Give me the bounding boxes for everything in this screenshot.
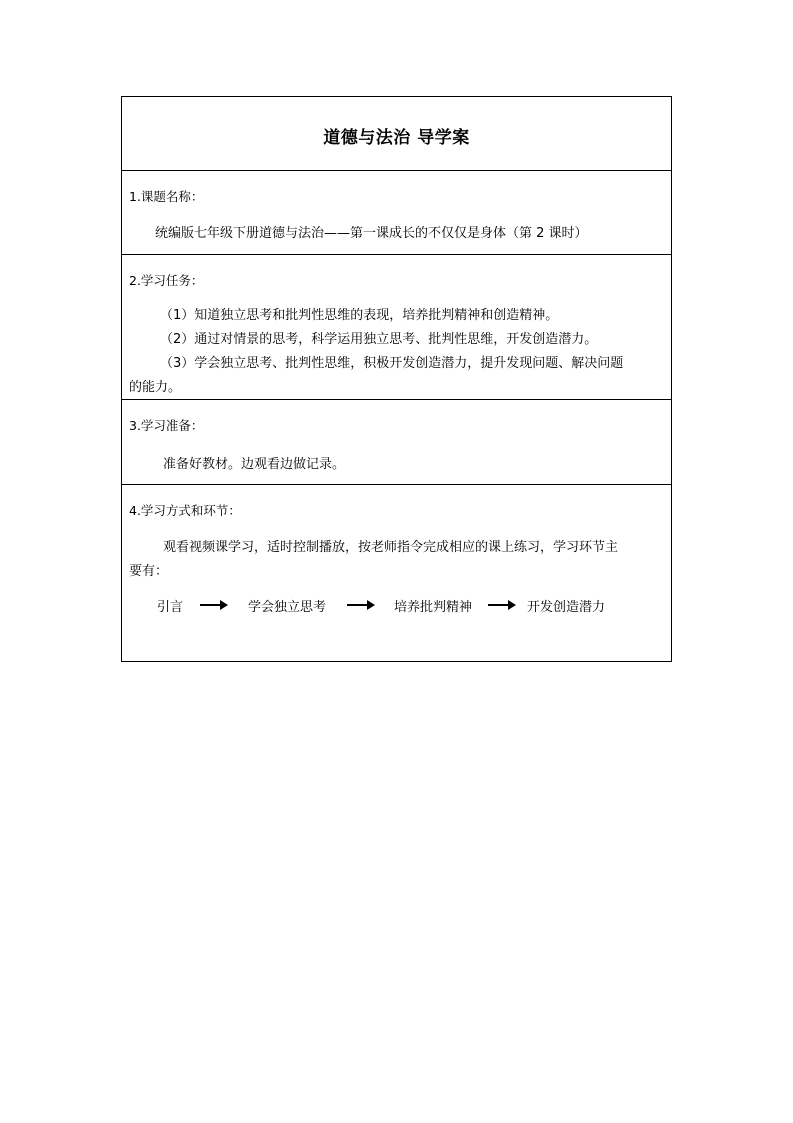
section-preparation (122, 400, 671, 485)
section-label: 4.学习方式和环节： (129, 503, 241, 518)
flow-step-creative-potential: 开发创造潜力 (527, 600, 606, 615)
flow-step-independent-thinking: 学会独立思考 (248, 600, 327, 615)
section-line: （1）知道独立思考和批判性思维的表现，培养批判精神和创造精神。 (160, 308, 559, 323)
title-row (122, 97, 671, 171)
arrow-right-icon (488, 600, 516, 610)
section-line: 的能力。 (129, 380, 182, 395)
flow-step-intro: 引言 (157, 600, 184, 615)
flow-step-critical-spirit: 培养批判精神 (394, 600, 473, 615)
section-topic (122, 171, 671, 255)
arrow-right-icon (200, 600, 228, 610)
section-label: 2.学习任务： (129, 273, 204, 288)
section-line: 要有： (129, 564, 169, 579)
section-line: 准备好教材。边观看边做记录。 (163, 457, 346, 472)
section-line: （3）学会独立思考、批判性思维，积极开发创造潜力，提升发现问题、解决问题 (160, 356, 624, 371)
section-line: 统编版七年级下册道德与法治——第一课成长的不仅仅是身体（第 2 课时） (155, 226, 588, 241)
section-label: 1.课题名称： (129, 189, 204, 204)
section-label: 3.学习准备： (129, 418, 204, 433)
section-line: （2）通过对情景的思考，科学运用独立思考、批判性思维，开发创造潜力。 (160, 332, 598, 347)
arrow-right-icon (347, 600, 375, 610)
section-methods (122, 485, 671, 661)
page-title: 道德与法治 导学案 (323, 128, 470, 148)
section-line: 观看视频课学习，适时控制播放，按老师指令完成相应的课上练习，学习环节主 (163, 540, 619, 555)
section-tasks (122, 255, 671, 400)
study-guide-table (121, 96, 672, 662)
